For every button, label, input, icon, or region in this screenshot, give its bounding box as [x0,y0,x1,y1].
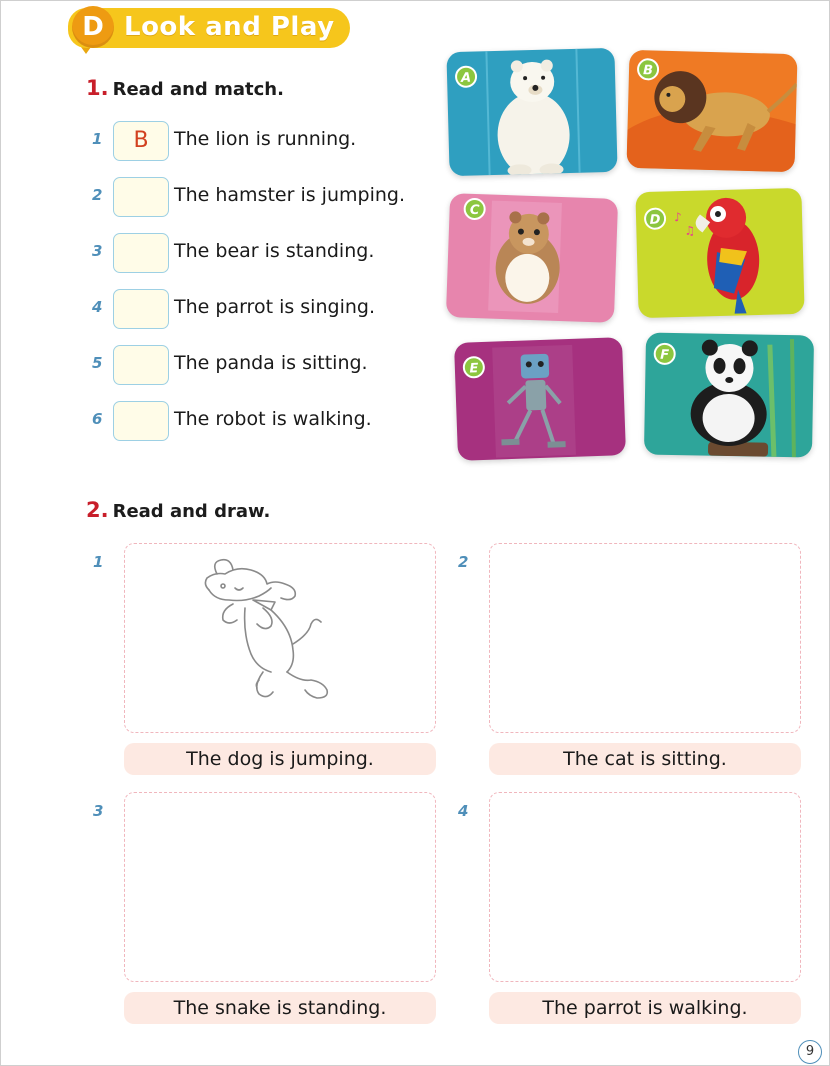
draw-number-4: 4 [458,802,469,820]
row-number: 6 [92,410,103,428]
robot-illustration [454,337,626,461]
draw-number-1: 1 [93,553,104,571]
row-sentence: The hamster is jumping. [174,184,405,206]
section-2-heading [86,498,270,522]
row-sentence: The parrot is singing. [174,296,375,318]
picture-card-c [446,193,618,323]
match-row-1 [88,121,428,161]
match-row-6 [88,401,428,441]
section-1-number: 1. [86,76,109,100]
caption-2: The cat is sitting. [489,743,801,775]
match-row-3 [88,233,428,273]
picture-label-c: C [463,198,486,221]
caption-3: The snake is standing. [124,992,436,1024]
section-1-title: Read and match. [112,79,284,100]
section-2-title: Read and draw. [112,501,271,522]
picture-card-e [454,337,626,461]
picture-label-f: F [654,343,676,365]
row-number: 1 [92,130,103,148]
section-1-heading [86,76,284,100]
draw-number-2: 2 [458,553,469,571]
draw-box-4[interactable] [489,792,801,982]
picture-card-b [626,50,797,172]
row-number: 3 [92,242,103,260]
answer-box-1[interactable]: B [113,121,169,161]
match-row-5 [88,345,428,385]
row-number: 5 [92,354,103,372]
answer-box-4[interactable] [113,289,169,329]
row-number: 2 [92,186,103,204]
picture-label-b: B [637,58,660,81]
row-number: 4 [92,298,103,316]
svg-text:♪: ♪ [673,209,682,225]
svg-text:♫: ♫ [684,223,696,238]
answer-box-2[interactable] [113,177,169,217]
dog-outline-illustration [125,544,437,734]
answer-box-5[interactable] [113,345,169,385]
row-sentence: The robot is walking. [174,408,372,430]
parrot-illustration [635,188,804,318]
draw-number-3: 3 [93,802,104,820]
match-row-4 [88,289,428,329]
picture-label-e: E [462,356,485,379]
draw-box-3[interactable] [124,792,436,982]
match-row-2 [88,177,428,217]
row-sentence: The panda is sitting. [174,352,368,374]
picture-card-d [635,188,804,318]
caption-1: The dog is jumping. [124,743,436,775]
caption-4: The parrot is walking. [489,992,801,1024]
picture-label-d: D [644,207,667,230]
row-sentence: The lion is running. [174,128,357,150]
section-2-number: 2. [86,498,109,522]
answer-box-6[interactable] [113,401,169,441]
page-number: 9 [798,1040,822,1064]
picture-card-a [446,48,617,176]
picture-card-f [644,333,814,458]
answer-box-3[interactable] [113,233,169,273]
row-sentence: The bear is standing. [174,240,375,262]
draw-box-1[interactable] [124,543,436,733]
picture-label-a: A [455,65,478,88]
draw-box-2[interactable] [489,543,801,733]
page-title: Look and Play [124,12,335,42]
section-letter-badge: D [72,6,114,48]
